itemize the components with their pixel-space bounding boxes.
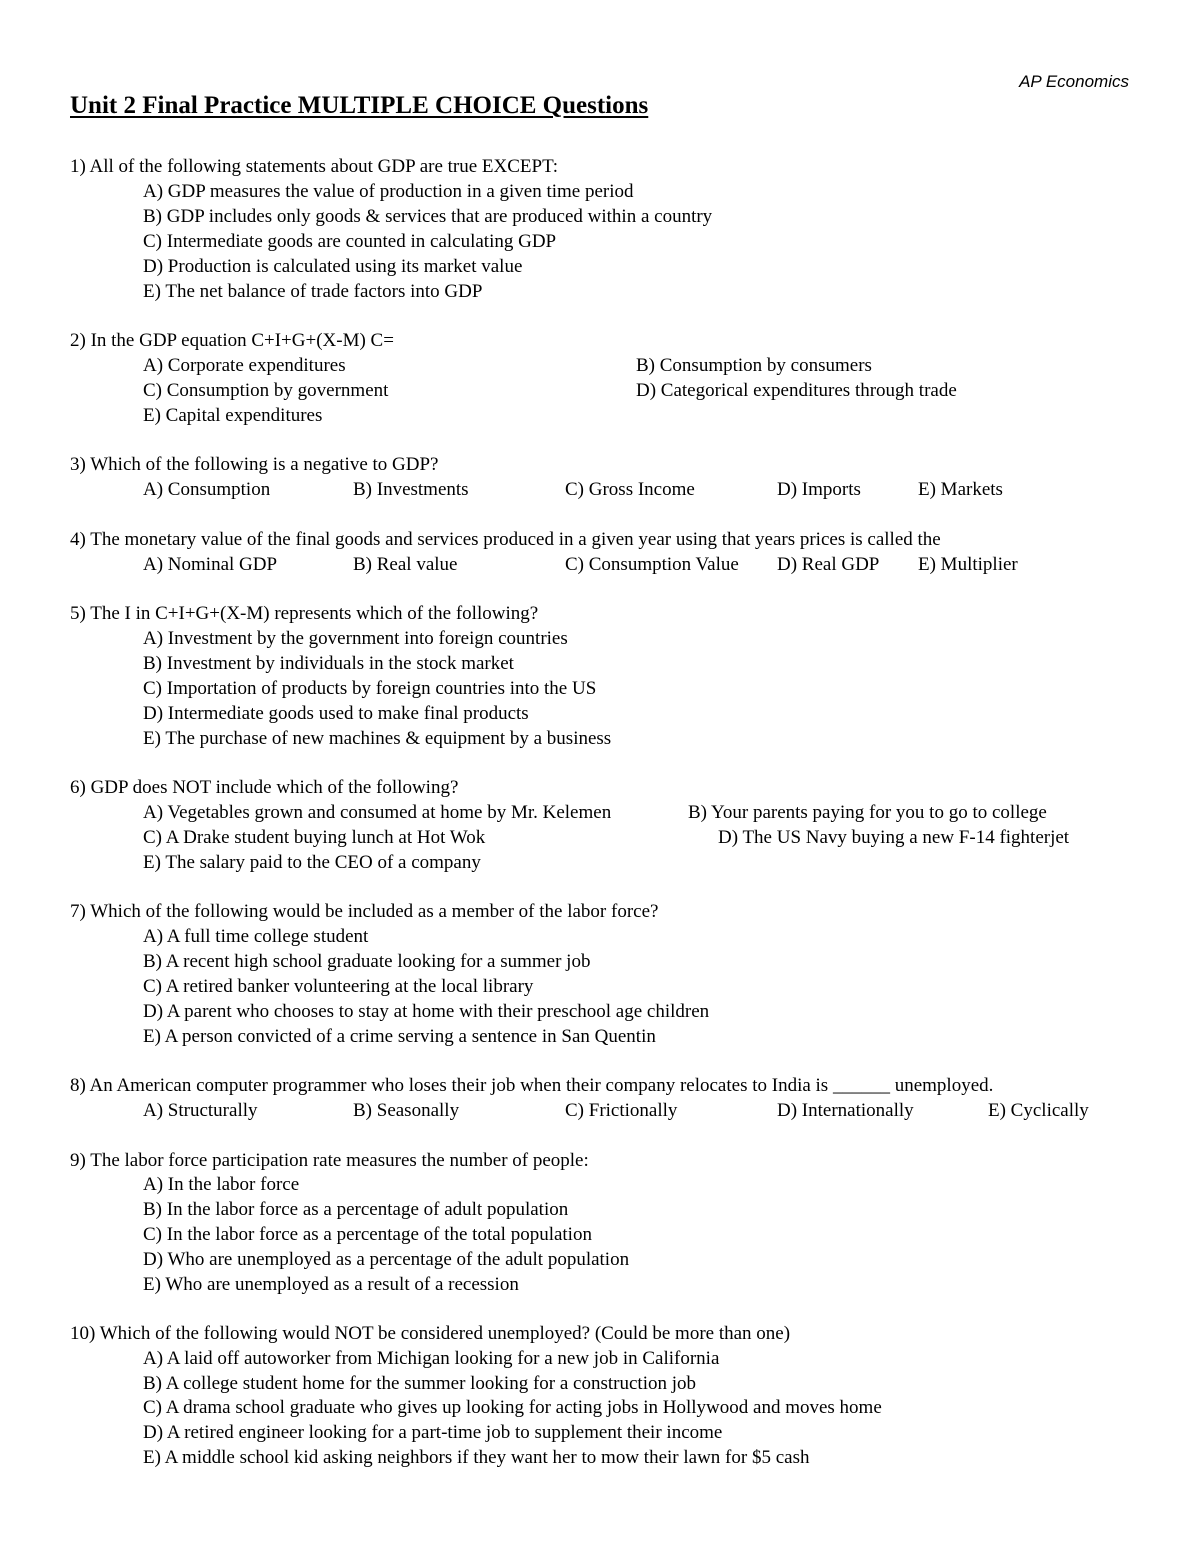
question-1-choice-d: D) Production is calculated using its market value (143, 256, 523, 277)
question-4-choice-d: D) Real GDP (777, 554, 880, 575)
question-10-choice-c: C) A drama school graduate who gives up looking for acting jobs in Hollywood and moves home (143, 1397, 882, 1418)
question-4-text: 4) The monetary value of the final goods and services produced in a given year using that years prices is called the (70, 529, 941, 550)
question-9-choice-e: E) Who are unemployed as a result of a recession (143, 1274, 519, 1295)
question-2-choice-e: E) Capital expenditures (143, 405, 323, 426)
question-8-choice-e: E) Cyclically (988, 1100, 1089, 1121)
question-10-choice-b: B) A college student home for the summer looking for a construction job (143, 1373, 697, 1394)
course-label: AP Economics (1019, 72, 1129, 91)
question-10-text: 10) Which of the following would NOT be considered unemployed? (Could be more than one) (70, 1323, 791, 1344)
question-1-choice-e: E) The net balance of trade factors into GDP (143, 281, 483, 302)
question-7-text: 7) Which of the following would be included as a member of the labor force? (70, 901, 659, 922)
question-3-choice-c: C) Gross Income (565, 479, 695, 500)
question-2-choice-d: D) Categorical expenditures through trade (636, 380, 957, 401)
question-5-text: 5) The I in C+I+G+(X-M) represents which of the following? (70, 603, 539, 624)
question-6-choice-c: C) A Drake student buying lunch at Hot Wok (143, 827, 486, 848)
question-9-choice-a: A) In the labor force (143, 1174, 300, 1195)
question-2-choice-c: C) Consumption by government (143, 380, 389, 401)
question-8-choice-c: C) Frictionally (565, 1100, 678, 1121)
question-2-text: 2) In the GDP equation C+I+G+(X-M) C= (70, 330, 394, 351)
question-7-choice-c: C) A retired banker volunteering at the local library (143, 976, 534, 997)
question-2-choice-a: A) Corporate expenditures (143, 355, 346, 376)
question-2-choice-b: B) Consumption by consumers (636, 355, 872, 376)
question-4-choice-a: A) Nominal GDP (143, 554, 278, 575)
question-4-choice-c: C) Consumption Value (565, 554, 739, 575)
question-4-choice-e: E) Multiplier (918, 554, 1018, 575)
question-8-choice-a: A) Structurally (143, 1100, 258, 1121)
question-10-choice-e: E) A middle school kid asking neighbors if they want her to mow their lawn for $5 cash (143, 1447, 810, 1468)
question-1-text: 1) All of the following statements about GDP are true EXCEPT: (70, 156, 559, 177)
question-5-choice-d: D) Intermediate goods used to make final products (143, 703, 529, 724)
question-7-choice-b: B) A recent high school graduate looking for a summer job (143, 951, 591, 972)
question-1-choice-a: A) GDP measures the value of production in a given time period (143, 181, 634, 202)
question-1-choice-b: B) GDP includes only goods & services that are produced within a country (143, 206, 713, 227)
question-9-choice-b: B) In the labor force as a percentage of adult population (143, 1199, 569, 1220)
question-6-text: 6) GDP does NOT include which of the following? (70, 777, 459, 798)
question-5-choice-c: C) Importation of products by foreign countries into the US (143, 678, 597, 699)
question-7-choice-d: D) A parent who chooses to stay at home with their preschool age children (143, 1001, 710, 1022)
question-1-choice-c: C) Intermediate goods are counted in calculating GDP (143, 231, 557, 252)
question-6-choice-a: A) Vegetables grown and consumed at home by Mr. Kelemen (143, 802, 612, 823)
question-9-choice-d: D) Who are unemployed as a percentage of the adult population (143, 1249, 630, 1270)
question-3-text: 3) Which of the following is a negative to GDP? (70, 454, 439, 475)
question-6-choice-e: E) The salary paid to the CEO of a company (143, 852, 481, 873)
question-5-choice-e: E) The purchase of new machines & equipment by a business (143, 728, 612, 749)
question-6-choice-b: B) Your parents paying for you to go to college (688, 802, 1047, 823)
question-3-choice-b: B) Investments (353, 479, 469, 500)
question-7-choice-a: A) A full time college student (143, 926, 369, 947)
question-3-choice-a: A) Consumption (143, 479, 271, 500)
question-7-choice-e: E) A person convicted of a crime serving a sentence in San Quentin (143, 1026, 656, 1047)
question-5-choice-b: B) Investment by individuals in the stock market (143, 653, 514, 674)
page-title: Unit 2 Final Practice MULTIPLE CHOICE Questions (70, 92, 649, 119)
question-3-choice-e: E) Markets (918, 479, 1003, 500)
question-8-choice-d: D) Internationally (777, 1100, 914, 1121)
question-10-choice-a: A) A laid off autoworker from Michigan looking for a new job in California (143, 1348, 720, 1369)
question-5-choice-a: A) Investment by the government into foreign countries (143, 628, 568, 649)
question-9-choice-c: C) In the labor force as a percentage of the total population (143, 1224, 592, 1245)
question-4-choice-b: B) Real value (353, 554, 458, 575)
question-8-text: 8) An American computer programmer who loses their job when their company relocates to India is ______ unemployed. (70, 1075, 994, 1096)
question-8-choice-b: B) Seasonally (353, 1100, 460, 1121)
question-10-choice-d: D) A retired engineer looking for a part-time job to supplement their income (143, 1422, 723, 1443)
question-9-text: 9) The labor force participation rate measures the number of people: (70, 1150, 589, 1171)
question-6-choice-d: D) The US Navy buying a new F-14 fighterjet (718, 827, 1070, 848)
question-3-choice-d: D) Imports (777, 479, 861, 500)
